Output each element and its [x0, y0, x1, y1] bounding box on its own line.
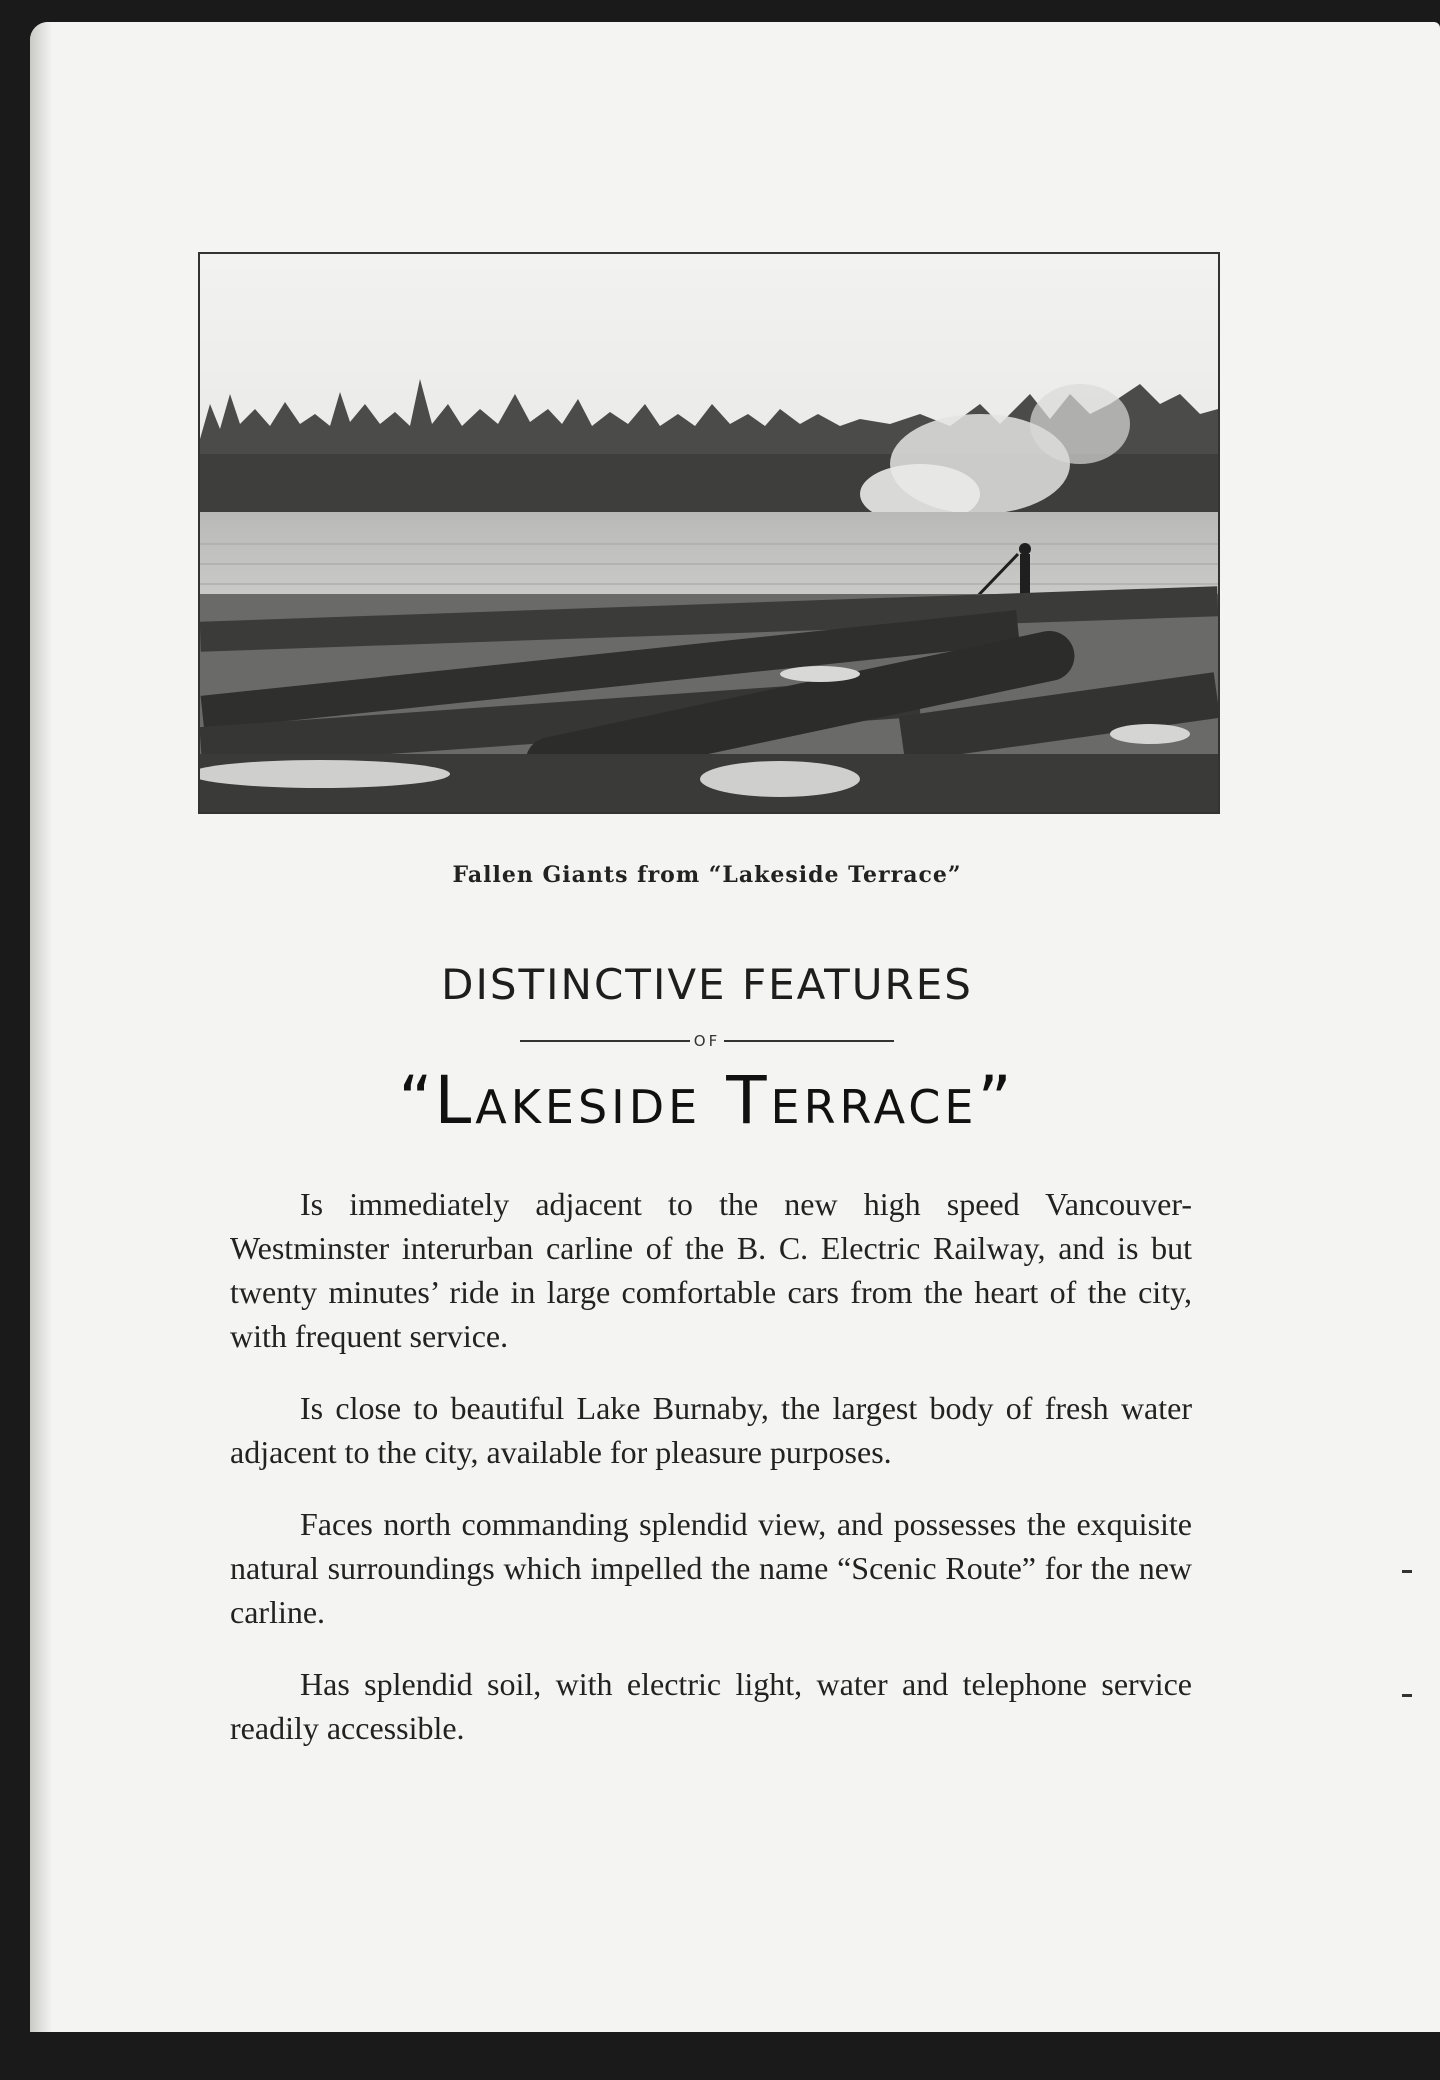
page-title: “Lakeside Terrace”	[398, 1062, 1016, 1139]
page-edge-shadow	[30, 22, 52, 2032]
paragraph-1: Is immediately adjacent to the new high speed Vancouver-Westminster interurban carline of the B. C. Electric Railway, and is but twenty minutes’ ride in large comfortable cars from the heart of the city, with frequent service.	[230, 1186, 1192, 1354]
divider-line-left	[520, 1040, 690, 1042]
photo-illustration	[200, 254, 1218, 812]
photo-caption: Fallen Giants from “Lakeside Terrace”	[452, 862, 962, 888]
section-heading: DISTINCTIVE FEATURES	[441, 960, 973, 1009]
paragraph-3: Faces north commanding splendid view, and possesses the exquisite natural surroundings which impelled the name “Scenic Route” for the new carline.	[230, 1506, 1192, 1630]
heading-divider	[198, 1032, 1216, 1050]
margin-mark	[1402, 1694, 1412, 1697]
document-page	[30, 22, 1440, 2032]
of-text: OF	[693, 1032, 721, 1050]
paragraph-4: Has splendid soil, with electric light, water and telephone service readily accessible.	[230, 1666, 1192, 1746]
divider-line-right	[724, 1040, 894, 1042]
margin-mark	[1402, 1570, 1412, 1573]
lake-logs-photo	[198, 252, 1220, 814]
paragraph-2: Is close to beautiful Lake Burnaby, the largest body of fresh water adjacent to the city, available for pleasure purposes.	[230, 1390, 1192, 1470]
features-text	[230, 1182, 1192, 1778]
